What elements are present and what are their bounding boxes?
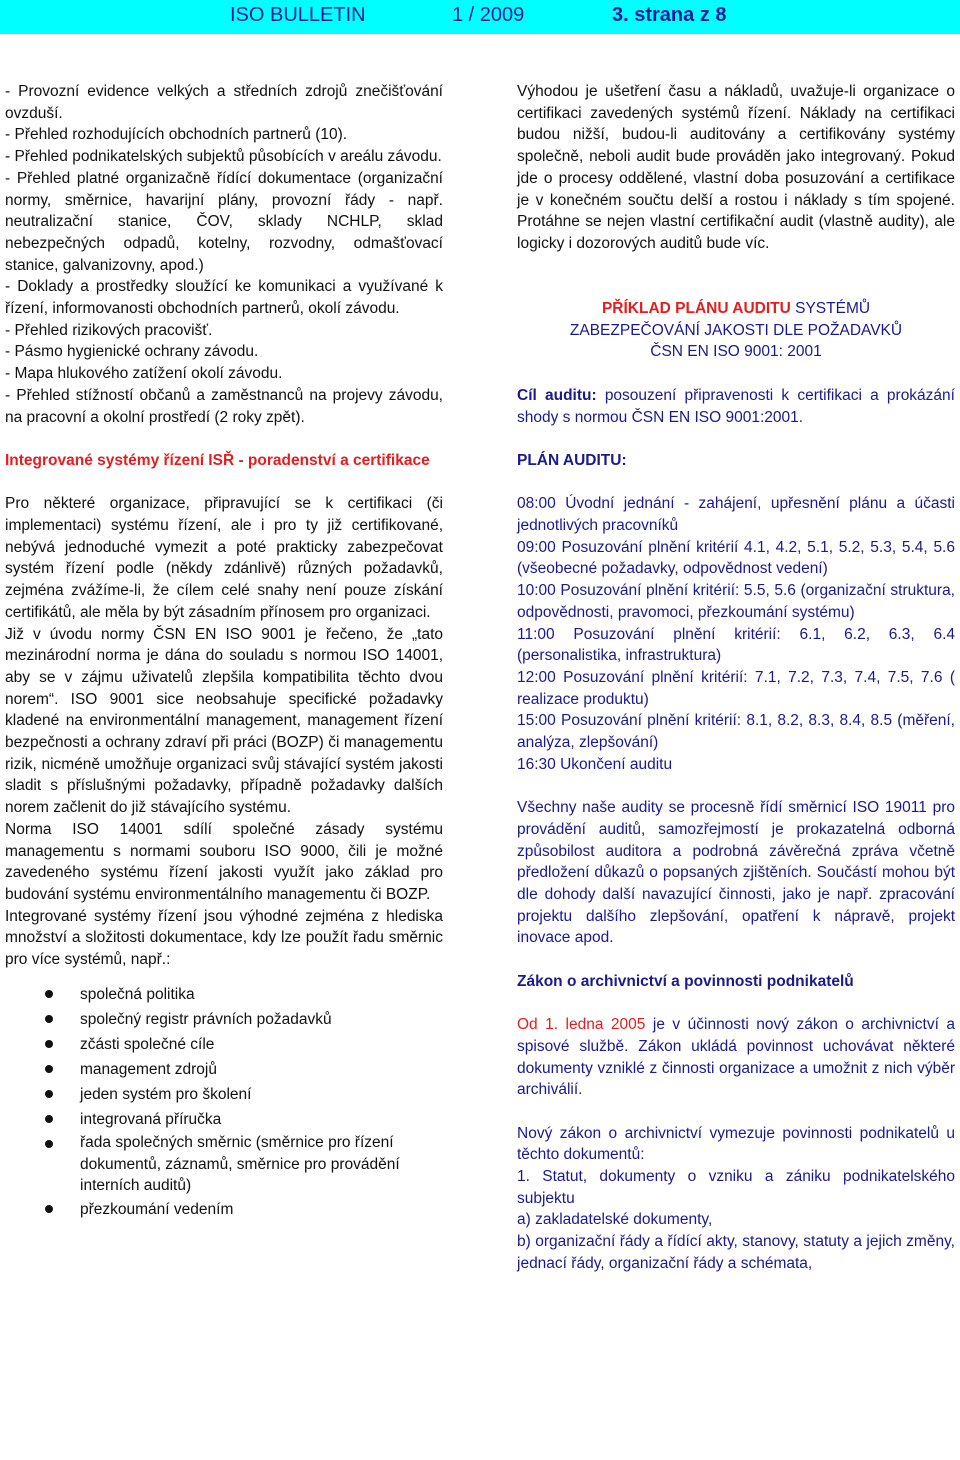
schedule-item: 12:00 Posuzování plnění kritérií: 7.1, 7.2, 7.3, 7.4, 7.5, 7.6 ( realizace produktu)	[517, 668, 955, 708]
bullet-item: zčásti společné cíle	[5, 1032, 443, 1057]
bullet-item: přezkoumání vedením	[5, 1197, 443, 1222]
schedule-item: 11:00 Posuzování plnění kritérií: 6.1, 6.2, 6.3, 6.4 (personalistika, infrastruktura)	[517, 625, 955, 665]
paragraph-integrated: Integrované systémy řízení jsou výhodné zejména z hlediska množství a složitosti dokumentace, kdy lze použít řadu směrnic pro více systémů, např.:	[5, 907, 443, 969]
list-item: - Doklady a prostředky sloužící ke komunikaci a využívané k řízení, informovanosti obchodních partnerů, okolí závodu.	[5, 278, 443, 318]
bullet-list	[5, 982, 443, 1222]
paragraph-iso14001: Norma ISO 14001 sdílí společné zásady systému managementu s normami souboru ISO 9000, čili je možné zavedeného systému řízení jakosti využít jako základ pro budování systému environmentálního managementu či BOZP.	[5, 820, 443, 903]
list-item: - Pásmo hygienické ochrany závodu.	[5, 343, 259, 361]
bullet-item: integrovaná příručka	[5, 1107, 443, 1132]
section-heading-isr: Integrované systémy řízení ISŘ - poradenství a certifikace	[5, 451, 430, 469]
schedule-item: 15:00 Posuzování plnění kritérií: 8.1, 8.2, 8.3, 8.4, 8.5 (měření, analýza, zlepšování)	[517, 712, 955, 752]
audit-plan-label: PLÁN AUDITU:	[517, 451, 627, 469]
paragraph-audits: Všechny naše audity se procesně řídí směrnicí ISO 19011 pro provádění auditů, samozřejmostí je prokazatelná odborná způsobilost auditora a podrobná závěrečná zpráva včetně předložení důkazů o popsaných zjištěních. Součástí mohou být dle dohody další navazující činnosti, jako je např. zpracování projektu dalšího zlepšování, opatření k nápravě, projekt inovace apod.	[517, 799, 955, 947]
list-item: - Provozní evidence velkých a středních zdrojů znečišťování ovzduší.	[5, 83, 443, 122]
list-item: - Přehled stížností občanů a zaměstnanců na projevy závodu, na pracovní a okolní prostředí (2 roky zpět).	[5, 386, 443, 426]
bullet-item: management zdrojů	[5, 1057, 443, 1082]
schedule-item: 10:00 Posuzování plnění kritérií: 5.5, 5.6 (organizační struktura, odpovědnosti, pravomoci, přezkoumání systému)	[517, 582, 955, 621]
paragraph-intro: Pro některé organizace, připravující se k certifikaci (či implementaci) systému řízení, ale i pro ty již certifikované, nebývá jednoduché vymezit a poté prakticky zabezpečovat systém řízení podle (někdy zdánlivě) různých požadavků, zejména zvážíme-li, že cílem celé snahy není pouze získání certifikátů, ale měla by být zásadním přínosem pro organizaci.	[5, 495, 443, 621]
law-effective-date: Od 1. ledna 2005	[517, 1016, 646, 1034]
paragraph-advantages: Výhodou je ušetření času a nákladů, uvažuje-li organizace o certifikaci zavedených systémů řízení. Náklady na certifikaci budou nižší, budou-li auditovány a certifikovány systémy společně, neboli audit bude prováděn jako integrovaný. Pokud jde o procesy oddělené, vlastní doba posuzování a certifikace je v konečném součtu delší a rostou i náklady s tím spojené. Protáhne se nejen vlastní certifikační audit (vlastně audity), ale logicky i dozorových auditů bude víc.	[517, 83, 955, 252]
law-item: 1. Statut, dokumenty o vzniku a zániku podnikatelského subjektu	[517, 1168, 955, 1207]
paragraph-iso9001: Již v úvodu normy ČSN EN ISO 9001 je řečeno, že „tato mezinárodní norma je dána do souladu s normou ISO 14001, aby se v zájmu uživatelů zlepšila kompatibilita těchto dvou norem“. ISO 9001 sice neobsahuje specifické požadavky kladené na environmentální management, management řízení bezpečnosti a ochrany zdraví při práci (BOZP) či managementu rizik, nicméně umožňuje organizaci svůj stávající systém jakosti sladit s příslušnými požadavky, případně požadavky dalších norem začlenit do již stávajícího systému.	[5, 625, 443, 817]
schedule-item: 16:30 Ukončení auditu	[517, 755, 673, 773]
audit-plan-heading-line2: ZABEZPEČOVÁNÍ JAKOSTI DLE POŽADAVKŮ	[569, 321, 903, 339]
left-column	[5, 81, 443, 1222]
list-item: - Přehled rizikových pracovišť.	[5, 321, 213, 339]
page-header	[0, 0, 960, 34]
page-number: 3. strana z 8	[612, 4, 727, 26]
bullet-item: řada společných směrnic (směrnice pro řízení dokumentů, záznamů, směrnice pro provádění interních auditů)	[5, 1132, 443, 1197]
list-item: - Přehled platné organizačně řídící dokumentace (organizační normy, směrnice, havarijní plány, provozní řády - např. neutralizační stanice, ČOV, sklady NCHLP, sklad nebezpečných odpadů, kotelny, rozvodny, odmašťovací stanice, galvanizovny, apod.)	[5, 169, 443, 274]
audit-goal-text: posouzení připravenosti k certifikaci a prokázání shody s normou ČSN EN ISO 9001:2001.	[517, 386, 955, 426]
bullet-item: jeden systém pro školení	[5, 1082, 443, 1107]
issue-number: 1 / 2009	[452, 4, 525, 26]
law-item: b) organizační řády a řídící akty, stanovy, statuty a jejich změny, jednací řády, organizační řády a schémata,	[517, 1233, 955, 1272]
audit-goal	[517, 385, 955, 428]
list-item: - Přehled podnikatelských subjektů působících v areálu závodu.	[5, 148, 442, 166]
paragraph-law	[517, 1014, 955, 1101]
law-text: je v účinnosti nový zákon o archivnictví a spisové službě. Zákon ukládá povinnost uchovávat některé dokumenty vzniklé z činnosti organizace a umožnit z nich výběr archiválií.	[517, 1016, 956, 1099]
audit-plan-heading-systems: SYSTÉMŮ	[790, 300, 871, 317]
schedule-item: 09:00 Posuzování plnění kritérií 4.1, 4.2, 5.1, 5.2, 5.3, 5.4, 5.6 (všeobecné požadavky, odpovědnost vedení)	[517, 538, 955, 578]
right-column	[517, 81, 955, 1275]
list-item: - Mapa hlukového zatížení okolí závodu.	[5, 365, 283, 383]
list-item: - Přehled rozhodujících obchodních partnerů (10).	[5, 126, 348, 144]
schedule-item: 08:00 Úvodní jednání - zahájení, upřesnění plánu a účasti jednotlivých pracovníků	[517, 495, 955, 534]
bulletin-title: ISO BULLETIN	[230, 4, 366, 26]
audit-schedule	[517, 493, 955, 775]
audit-goal-label: Cíl auditu:	[517, 386, 597, 404]
bullet-item: společný registr právních požadavků	[5, 1007, 443, 1032]
bullet-item: společná politika	[5, 982, 443, 1007]
law-item: a) zakladatelské dokumenty,	[517, 1211, 713, 1229]
audit-plan-heading	[517, 298, 955, 320]
audit-plan-heading-red: PŘÍKLAD PLÁNU AUDITU	[601, 300, 791, 317]
law-heading: Zákon o archivnictví a povinnosti podnikatelů	[517, 972, 854, 990]
audit-plan-heading-line3: ČSN EN ISO 9001: 2001	[650, 343, 822, 361]
paragraph-law-duties: Nový zákon o archivnictví vymezuje povinnosti podnikatelů u těchto dokumentů:	[517, 1124, 955, 1164]
